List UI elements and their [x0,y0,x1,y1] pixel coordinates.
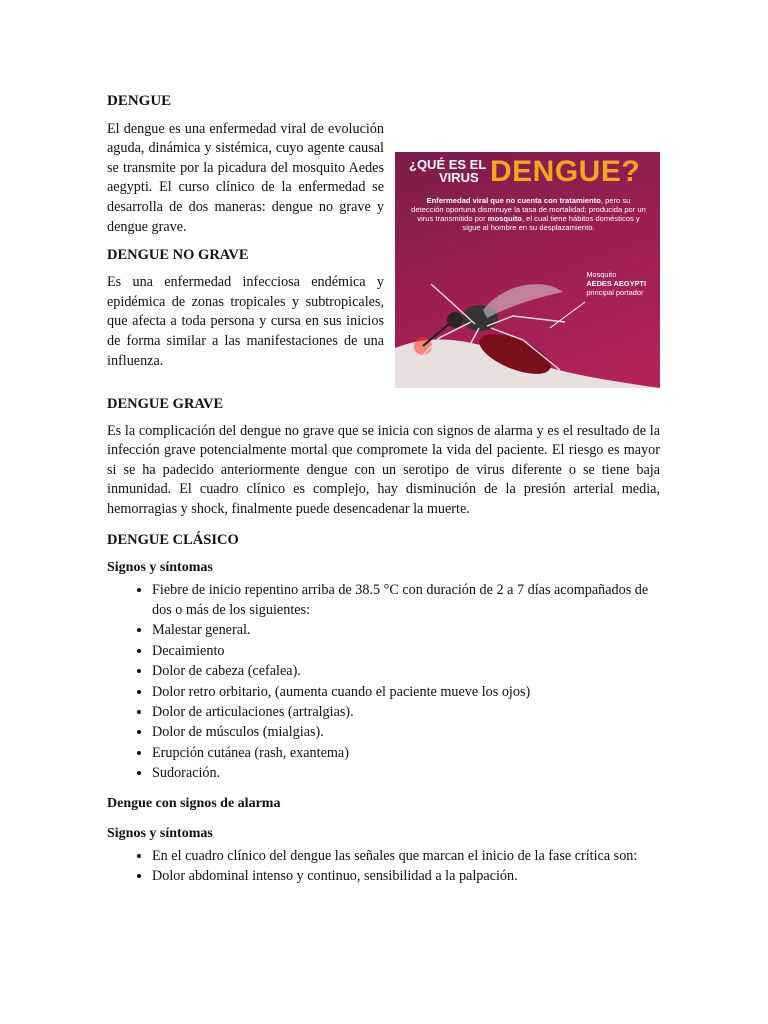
list-item: • Dolor retro orbitario, (aumenta cuando el paciente mueve los ojos) [152,682,660,702]
list-item: • Dolor de músculos (mialgias). [152,722,660,742]
infographic-desc-middle: , pero su detección oportuna disminuye la tasa de mortalidad; producida por un virus transmitido por [411,195,646,223]
infographic-description [411,196,646,232]
heading-signos-sintomas: Signos y síntomas [107,559,213,575]
list-item: • Dolor abdominal intenso y continuo, sensibilidad a la palpación. [152,866,660,886]
mosquito-wing [483,284,563,318]
infographic-desc-suffix: , el cual tiene hábitos domésticos y sigue al hombre en su desplazamiento. [462,213,640,232]
label-pointer [550,302,585,328]
infographic-question-line1: ¿QUÉ ES EL [409,156,487,172]
alarma-symptom-list [107,846,660,887]
document-title: DENGUE [107,93,172,109]
clasico-symptom-list [107,580,660,784]
list-item: • Fiebre de inicio repentino arriba de 38.5 °C con duración de 2 a 7 días acompañados de dos o más de los siguientes: [152,580,660,621]
infographic-desc-bold: Enfermedad viral que no cuenta con tratamiento [426,195,601,205]
heading-dengue-clasico: DENGUE CLÁSICO [107,531,239,548]
heading-signos-sintomas-2: Signos y síntomas [107,825,213,841]
heading-dengue-no-grave: DENGUE NO GRAVE [107,247,249,264]
infographic-question-line2: VIRUS [439,169,479,185]
mosquito-illustration [395,262,660,388]
list-item: • Dolor de articulaciones (artralgias). [152,702,660,722]
document-content [107,92,660,886]
no-grave-paragraph: Es una enfermedad infecciosa endémica y epidémica de zonas tropicales y subtropicales, que afecta a toda persona y cursa en sus inicios de forma similar a las manifestaciones de una influenza. [107,274,384,369]
label-line1: Mosquito [586,269,617,279]
label-line3: principal portador [586,287,644,297]
intro-left-column [107,120,384,388]
label-line2: AEDES AEGYPTI [586,278,646,288]
list-item: • Erupción cutánea (rash, exantema) [152,743,660,763]
list-item: • En el cuadro clínico del dengue las señales que marcan el inicio de la fase crítica son: [152,846,660,866]
list-item: • Dolor de cabeza (cefalea). [152,661,660,681]
dengue-infographic [395,152,660,388]
infographic-question [409,158,486,184]
infographic-desc-bold2: mosquito [487,213,522,223]
heading-dengue-signos-alarma: Dengue con signos de alarma [107,795,281,811]
list-item: • Sudoración. [152,763,660,783]
list-item: • Malestar general. [152,620,660,640]
heading-dengue-grave: DENGUE GRAVE [107,395,224,412]
infographic-headline: DENGUE? [490,154,641,188]
grave-paragraph: Es la complicación del dengue no grave que se inicia con signos de alarma y es el resultado de la infección grave potencialmente mortal que compromete la vida del paciente. El riesgo es mayor si se ha padecido anteriormente dengue con un serotipo de virus diferente o se tiene baja inmunidad. El cuadro clínico es complejo, hay disminución de la presión arterial media, hemorragias y shock, finalmente puede desencadenar la muerte. [107,422,660,517]
list-item: • Decaimiento [152,641,660,661]
mosquito-head [447,312,463,328]
intro-paragraph: El dengue es una enfermedad viral de evolución aguda, dinámica y sistémica, cuyo agente causal se transmite por la picadura del mosquito Aedes aegypti. El curso clínico de la enfermedad se desarrolla de dos maneras: dengue no grave y dengue grave. [107,120,384,235]
intro-section [107,120,660,388]
